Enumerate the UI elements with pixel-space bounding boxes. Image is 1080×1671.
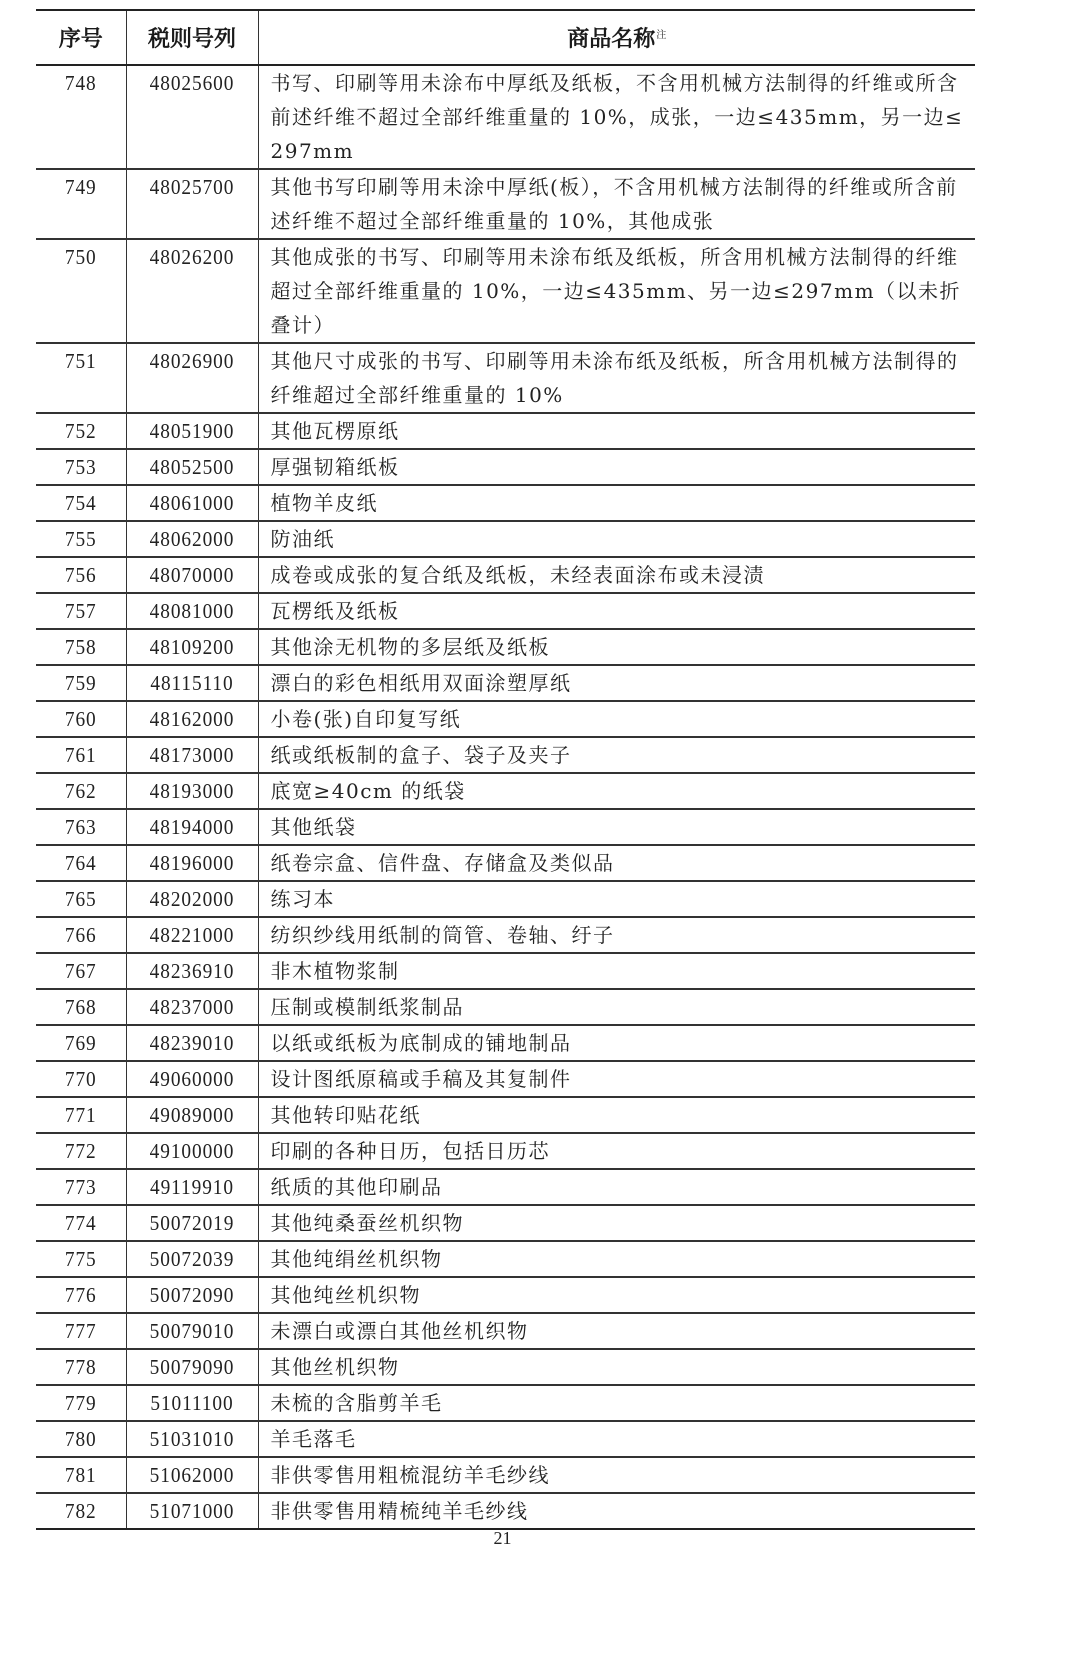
row-product-name: 练习本 (258, 881, 975, 917)
row-seq: 758 (40, 629, 123, 665)
row-product-name: 未梳的含脂剪羊毛 (258, 1385, 975, 1421)
row-seq: 775 (40, 1241, 123, 1277)
row-seq: 781 (40, 1457, 123, 1493)
row-seq: 754 (40, 485, 123, 521)
table-row (36, 557, 975, 593)
row-tariff-code: 48202000 (131, 881, 252, 917)
row-tariff-code: 49119910 (131, 1169, 252, 1205)
row-product-name: 非供零售用精梳纯羊毛纱线 (270, 1499, 529, 1523)
row-seq: 752 (40, 413, 123, 449)
row-tariff-code: 51071000 (131, 1493, 252, 1529)
table-row (36, 1313, 975, 1349)
table-row (36, 485, 975, 521)
row-tariff-code: 48115110 (131, 665, 252, 701)
row-tariff-code: 48051900 (131, 413, 252, 449)
table-row (36, 1061, 975, 1097)
row-product-name: 羊毛落毛 (258, 1421, 975, 1457)
table-row (36, 449, 975, 485)
table-row (36, 1277, 975, 1313)
row-tariff-code: 48237000 (131, 989, 252, 1025)
table-row (36, 65, 975, 169)
row-product-name: 未漂白或漂白其他丝机织物 (258, 1313, 975, 1349)
row-seq: 756 (40, 557, 123, 593)
row-seq: 776 (40, 1277, 123, 1313)
row-seq: 779 (40, 1385, 123, 1421)
table-row (36, 1025, 975, 1061)
table-header (36, 10, 975, 65)
row-seq: 777 (40, 1313, 123, 1349)
row-tariff-code: 48061000 (131, 485, 252, 521)
table-row (36, 989, 975, 1025)
row-product-name: 植物羊皮纸 (258, 485, 975, 521)
row-seq: 753 (40, 449, 123, 485)
table-row (36, 1457, 975, 1493)
row-tariff-code: 49089000 (131, 1097, 252, 1133)
row-seq: 759 (40, 665, 123, 701)
row-tariff-code: 48025700 (131, 169, 252, 239)
table-row (36, 1133, 975, 1169)
row-product-name: 书写、印刷等用未涂布中厚纸及纸板，不含用机械方法制得的纤维或所含前述纤维不超过全部纤维重量的 10%，成张，一边≤435mm，另一边≤297mm (258, 65, 975, 169)
row-tariff-code: 48194000 (131, 809, 252, 845)
row-seq: 774 (40, 1205, 123, 1241)
row-product-name: 印刷的各种日历，包括日历芯 (258, 1133, 975, 1169)
row-seq: 760 (40, 701, 123, 737)
row-tariff-code: 50072090 (131, 1277, 252, 1313)
row-tariff-code: 49100000 (131, 1133, 252, 1169)
row-product-name: 防油纸 (258, 521, 975, 557)
row-product-name: 纸卷宗盒、信件盘、存储盒及类似品 (258, 845, 975, 881)
row-seq: 765 (40, 881, 123, 917)
table-row (36, 1493, 975, 1529)
row-product-name: 其他尺寸成张的书写、印刷等用未涂布纸及纸板，所含用机械方法制得的纤维超过全部纤维重量的 10% (258, 343, 975, 413)
table-row (36, 1349, 975, 1385)
row-product-name: 设计图纸原稿或手稿及其复制件 (258, 1061, 975, 1097)
table-row (36, 629, 975, 665)
table-row (36, 737, 975, 773)
table-row (36, 665, 975, 701)
row-tariff-code: 48239010 (131, 1025, 252, 1061)
table-row (36, 343, 975, 413)
table-row (36, 169, 975, 239)
row-tariff-code: 48236910 (131, 953, 252, 989)
row-product-name: 其他瓦楞原纸 (258, 413, 975, 449)
table-row (36, 809, 975, 845)
row-tariff-code: 50072019 (131, 1205, 252, 1241)
row-seq: 766 (40, 917, 123, 953)
header-product-name (258, 10, 975, 65)
table-row (36, 917, 975, 953)
row-product-name: 纸质的其他印刷品 (258, 1169, 975, 1205)
row-tariff-code: 48070000 (131, 557, 252, 593)
row-seq: 770 (40, 1061, 123, 1097)
table-row (36, 593, 975, 629)
row-product-name: 其他纯丝机织物 (258, 1277, 975, 1313)
table-row (36, 1241, 975, 1277)
row-tariff-code: 48221000 (131, 917, 252, 953)
row-tariff-code: 50079090 (131, 1349, 252, 1385)
row-product-name: 其他纯桑蚕丝机织物 (258, 1205, 975, 1241)
row-tariff-code: 48062000 (131, 521, 252, 557)
row-seq: 768 (40, 989, 123, 1025)
row-seq: 782 (40, 1493, 123, 1529)
row-seq: 780 (40, 1421, 123, 1457)
row-seq: 769 (40, 1025, 123, 1061)
row-product-name: 其他涂无机物的多层纸及纸板 (258, 629, 975, 665)
row-product-name: 成卷或成张的复合纸及纸板，未经表面涂布或未浸渍 (258, 557, 975, 593)
row-seq: 755 (40, 521, 123, 557)
row-tariff-code: 48193000 (131, 773, 252, 809)
row-seq: 773 (40, 1169, 123, 1205)
row-seq: 763 (40, 809, 123, 845)
row-tariff-code: 48026200 (131, 239, 252, 343)
row-tariff-code: 51011100 (131, 1385, 252, 1421)
table-row (36, 1421, 975, 1457)
row-product-name: 纸或纸板制的盒子、袋子及夹子 (258, 737, 975, 773)
row-tariff-code: 48025600 (131, 65, 252, 169)
row-tariff-code: 48196000 (131, 845, 252, 881)
row-tariff-code: 50079010 (131, 1313, 252, 1349)
row-seq: 762 (40, 773, 123, 809)
row-seq: 772 (40, 1133, 123, 1169)
row-seq: 761 (40, 737, 123, 773)
table-row (36, 413, 975, 449)
header-product-name-label: 商品名称 (567, 27, 656, 52)
table-row (36, 881, 975, 917)
row-product-name: 非供零售用粗梳混纺羊毛纱线 (258, 1457, 975, 1493)
row-tariff-code: 51062000 (131, 1457, 252, 1493)
row-seq: 757 (40, 593, 123, 629)
row-product-name: 其他纸袋 (258, 809, 975, 845)
table-row (36, 845, 975, 881)
row-tariff-code: 48026900 (131, 343, 252, 413)
row-product-name: 漂白的彩色相纸用双面涂塑厚纸 (258, 665, 975, 701)
row-tariff-code: 48052500 (131, 449, 252, 485)
row-product-name: 非木植物浆制 (258, 953, 975, 989)
row-seq: 748 (40, 65, 123, 169)
row-seq: 771 (40, 1097, 123, 1133)
row-product-name: 其他纯绢丝机织物 (258, 1241, 975, 1277)
row-tariff-code: 49060000 (131, 1061, 252, 1097)
row-seq: 778 (40, 1349, 123, 1385)
row-seq: 764 (40, 845, 123, 881)
row-tariff-code: 50072039 (131, 1241, 252, 1277)
row-product-name: 厚强韧箱纸板 (258, 449, 975, 485)
row-seq: 767 (40, 953, 123, 989)
row-product-name: 小卷(张)自印复写纸 (258, 701, 975, 737)
row-tariff-code: 48081000 (131, 593, 252, 629)
table-row (36, 521, 975, 557)
row-product-name: 其他丝机织物 (258, 1349, 975, 1385)
table-row (36, 773, 975, 809)
row-product-name: 瓦楞纸及纸板 (258, 593, 975, 629)
header-row (36, 10, 975, 65)
table-row (36, 1169, 975, 1205)
row-product-name: 其他转印贴花纸 (258, 1097, 975, 1133)
table-body (36, 65, 975, 1529)
row-tariff-code: 48173000 (131, 737, 252, 773)
row-product-name: 其他书写印刷等用未涂中厚纸(板），不含用机械方法制得的纤维或所含前述纤维不超过全部纤维重量的 10%，其他成张 (258, 169, 975, 239)
row-seq: 749 (40, 169, 123, 239)
table-row (36, 1385, 975, 1421)
table-row (36, 239, 975, 343)
row-tariff-code: 48162000 (131, 701, 252, 737)
row-seq: 751 (40, 343, 123, 413)
table-row (36, 953, 975, 989)
header-tariff-code: 税则号列 (126, 10, 258, 65)
table-row (36, 1205, 975, 1241)
row-product-name: 以纸或纸板为底制成的铺地制品 (258, 1025, 975, 1061)
header-seq: 序号 (36, 10, 126, 65)
row-tariff-code: 48109200 (131, 629, 252, 665)
table-row (36, 701, 975, 737)
table-row (36, 1097, 975, 1133)
row-tariff-code: 51031010 (131, 1421, 252, 1457)
row-product-name: 纺织纱线用纸制的筒管、卷轴、纡子 (258, 917, 975, 953)
row-product-name: 压制或模制纸浆制品 (258, 989, 975, 1025)
row-product-name: 底宽≥40cm 的纸袋 (258, 773, 975, 809)
row-seq: 750 (40, 239, 123, 343)
row-product-name: 其他成张的书写、印刷等用未涂布纸及纸板，所含用机械方法制得的纤维超过全部纤维重量的 10%，一边≤435mm、另一边≤297mm（以未折叠计） (258, 239, 975, 343)
page-number: 21 (493, 1528, 512, 1548)
header-footnote-mark: 注 (656, 29, 667, 41)
tariff-table (36, 9, 975, 1530)
